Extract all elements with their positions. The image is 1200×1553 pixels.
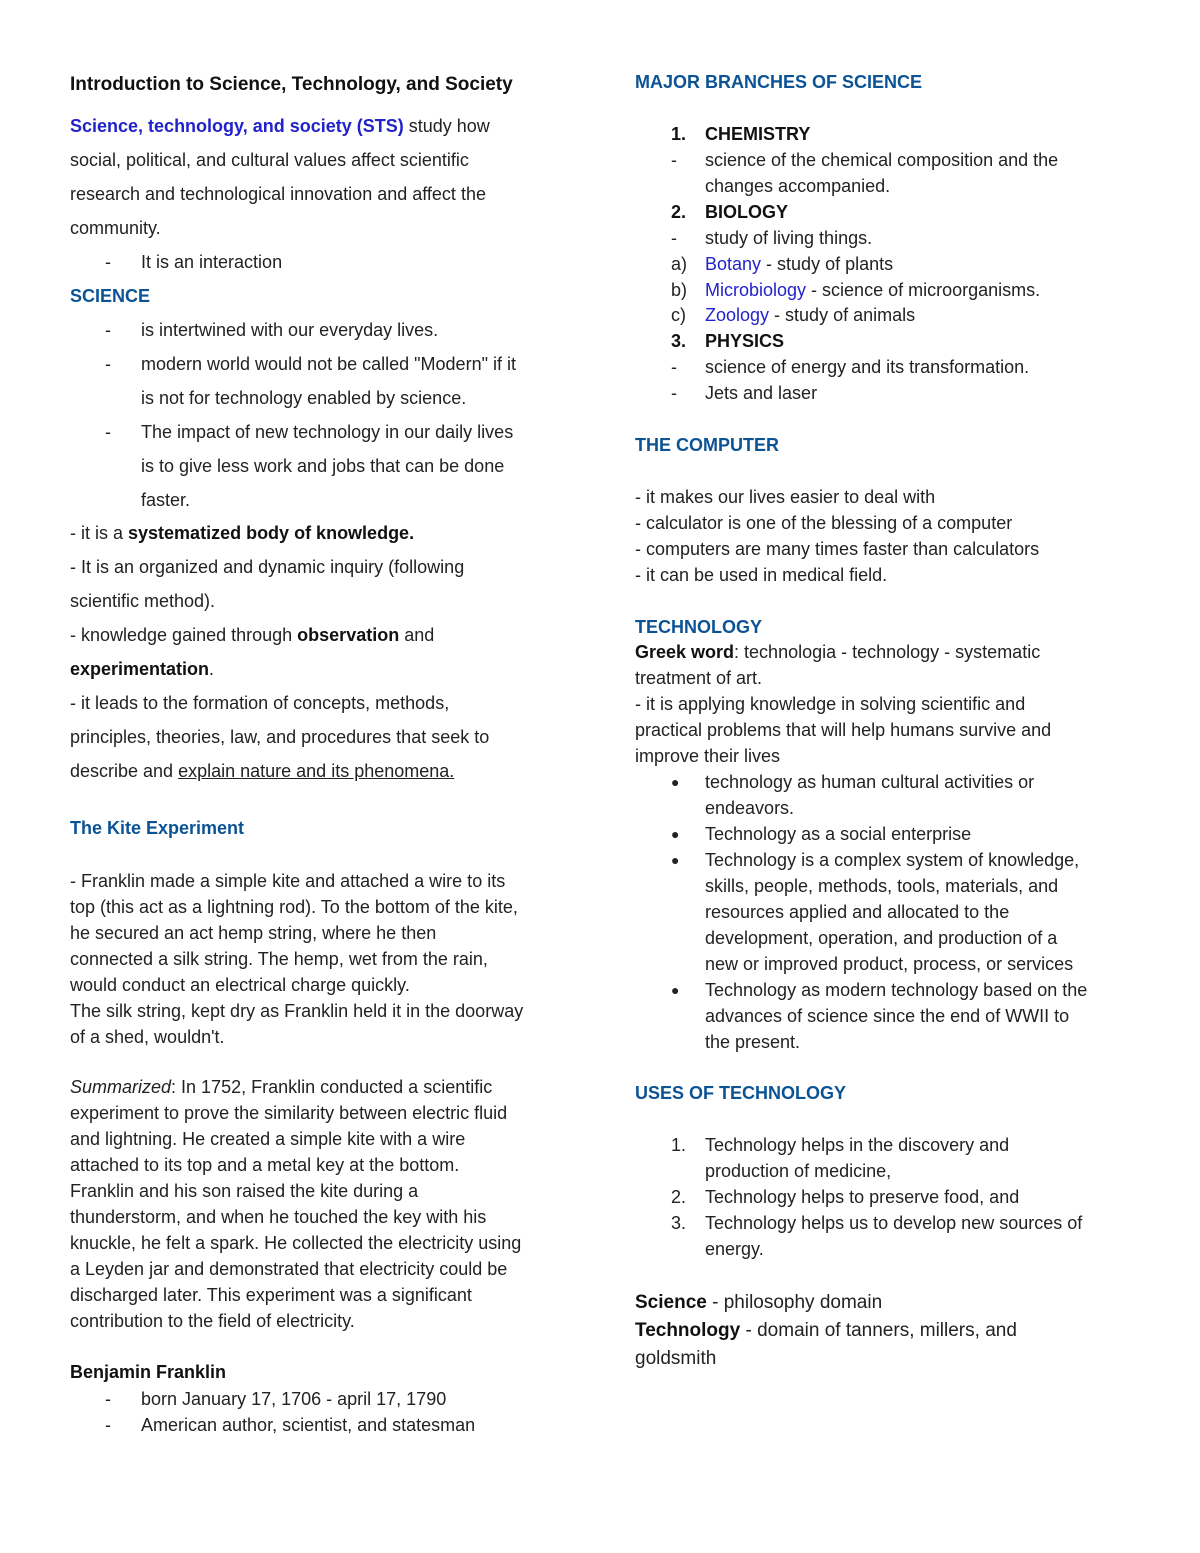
franklin-heading: Benjamin Franklin [70, 1362, 227, 1382]
science-heading: SCIENCE [70, 286, 151, 306]
dash-marker: - [105, 1389, 111, 1409]
bullet-text: It is an interaction [141, 252, 283, 272]
bullet-text: modern world would not be called "Modern" if it is not for technology enabled by science. [141, 354, 516, 408]
sts-text-line: community. [70, 218, 161, 238]
dash-marker: - [105, 354, 111, 374]
sts-term: Science, technology, and society (STS) [70, 116, 404, 136]
summary-paragraph: Summarized: In 1752, Franklin conducted a scientific experiment to prove the similarity between electric fluid and lightning. He created a simple kite with a wire attached to its top and a metal key at the bottom. Franklin and his son raised the kite during a thunderstorm, and when he touched the key with his knuckle, he felt a spark. He collected the electricity using a Leyden jar and demonstrated that electricity could be discharged later. This experiment was a significant contribution to the field of electricity. [70, 1077, 522, 1331]
underlined-phrase: explain nature and its phenomena. [178, 761, 455, 781]
sts-text-line: social, political, and cultural values affect scientific [70, 150, 469, 170]
definitions: Science - philosophy domain Technology - domain of tanners, millers, and goldsmith [635, 1292, 1017, 1369]
zoology-link[interactable]: Zoology [705, 305, 770, 325]
bullet-text: born January 17, 1706 - april 17, 1790 [141, 1389, 447, 1409]
summary-label: Summarized [70, 1077, 172, 1097]
bullet-text: American author, scientist, and statesman [141, 1415, 476, 1435]
botany-link[interactable]: Botany [705, 254, 762, 274]
dash-marker: - [105, 1415, 111, 1435]
microbiology-link[interactable]: Microbiology [705, 280, 807, 300]
computer-paragraph: - it makes our lives easier to deal with - calculator is one of the blessing of a computer - computers are many times faster than calculators - it can be used in medical field. [635, 487, 1040, 585]
dash-marker: - [105, 252, 111, 272]
kite-heading: The Kite Experiment [70, 818, 245, 838]
sts-intro [70, 109, 490, 245]
bullet-text: The impact of new technology in our daily lives is to give less work and jobs that can be done faster. [141, 422, 514, 510]
technology-heading: TECHNOLOGY [635, 617, 763, 637]
dash-marker: - [105, 422, 111, 442]
sts-text-line: research and technological innovation and affect the [70, 184, 486, 204]
technology-paragraph: Greek word: technologia - technology - systematic treatment of art. - it is applying knowledge in solving scientific and practical problems that will help humans survive and improve their lives [635, 642, 1052, 766]
science-paragraph: - it is a systematized body of knowledge. - It is an organized and dynamic inquiry (following scientific method). - knowledge gained through observation and experimentation. - it leads to the formation of concepts, methods, principles, theories, law, and procedures that seek to describe and explain nature and its phenomena. [70, 523, 490, 781]
uses-heading: USES OF TECHNOLOGY [635, 1083, 847, 1103]
branches-heading: MAJOR BRANCHES OF SCIENCE [635, 72, 923, 92]
bullet-text: is intertwined with our everyday lives. [141, 320, 439, 340]
document-title: Introduction to Science, Technology, and Society [70, 74, 513, 95]
dash-marker: - [105, 320, 111, 340]
sts-text-line: study how [403, 116, 490, 136]
computer-heading: THE COMPUTER [635, 435, 779, 455]
kite-paragraph: - Franklin made a simple kite and attached a wire to its top (this act as a lightning rod). To the bottom of the kite, he secured an act hemp string, where he then connected a silk string. The hemp, wet from the rain, would conduct an electrical charge quickly. The silk string, kept dry as Franklin held it in the doorway of a shed, wouldn't. [70, 871, 524, 1047]
